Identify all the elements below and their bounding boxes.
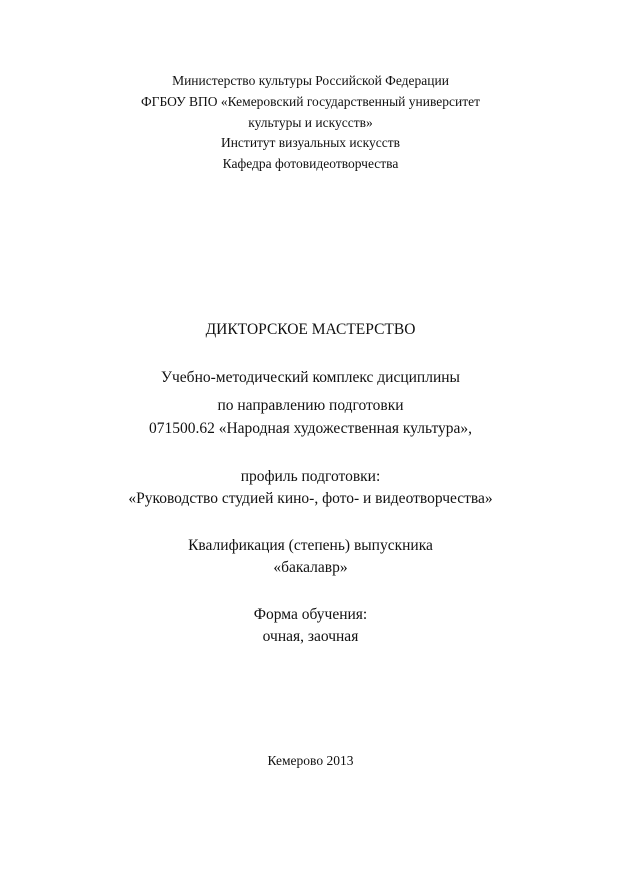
complex-line: Учебно-методический комплекс дисциплины xyxy=(161,369,460,386)
university-line: ФГБОУ ВПО «Кемеровский государственный университет xyxy=(140,94,481,109)
study-form-label: Форма обучения: xyxy=(253,606,368,623)
qualification-value: «бакалавр» xyxy=(273,559,348,576)
study-form-value: очная, заочная xyxy=(262,628,359,645)
ministry-line: Министерство культуры Российской Федерации xyxy=(172,73,449,88)
university-line-continued: культуры и искусств» xyxy=(248,115,373,130)
profile-value: «Руководство студией кино-, фото- и видеотворчества» xyxy=(128,490,493,507)
qualification-label: Квалификация (степень) выпускника xyxy=(188,537,433,554)
city-year: Кемерово 2013 xyxy=(267,753,354,768)
institute-line: Институт визуальных искусств xyxy=(220,135,401,150)
department-line: Кафедра фотовидеотворчества xyxy=(222,156,399,171)
direction-code-line: 071500.62 «Народная художественная культура», xyxy=(148,420,473,437)
profile-label: профиль подготовки: xyxy=(240,468,381,485)
document-title: ДИКТОРСКОЕ МАСТЕРСТВО xyxy=(205,321,416,338)
direction-line: по направлению подготовки xyxy=(217,397,404,414)
